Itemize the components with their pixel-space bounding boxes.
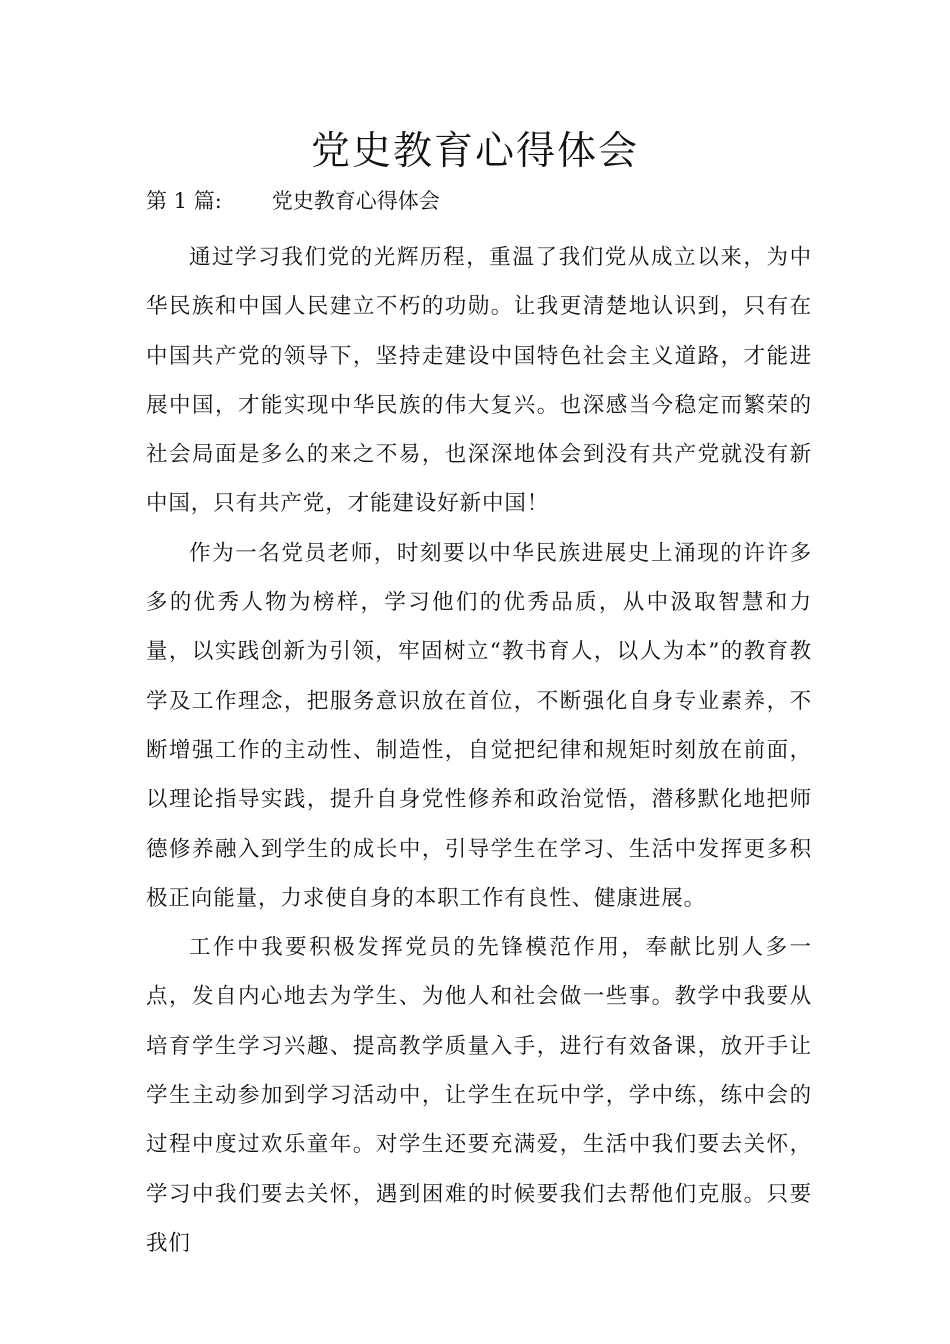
chapter-title: 党史教育心得体会 <box>271 189 440 213</box>
document-body <box>146 233 812 1268</box>
paragraph: 作为一名党员老师，时刻要以中华民族进展史上涌现的许许多多的优秀人物为榜样，学习他们的优秀品质，从中汲取智慧和力量，以实践创新为引领，牢固树立“教书育人，以人为本”的教育教学及工作理念，把服务意识放在首位，不断强化自身专业素养，不断增强工作的主动性、制造性，自觉把纪律和规矩时刻放在前面，以理论指导实践，提升自身党性修养和政治觉悟，潜移默化地把师德修养融入到学生的成长中，引导学生在学习、生活中发挥更多积极正向能量，力求使自身的本职工作有良性、健康进展。 <box>146 540 812 911</box>
paragraph: 通过学习我们党的光辉历程，重温了我们党从成立以来，为中华民族和中国人民建立不朽的功勋。让我更清楚地认识到，只有在中国共产党的领导下，坚持走建设中国特色社会主义道路，才能进展中国，才能实现中华民族的伟大复兴。也深感当今稳定而繁荣的社会局面是多么的来之不易，也深深地体会到没有共产党就没有新中国，只有共产党，才能建设好新中国！ <box>146 245 812 517</box>
chapter-heading <box>146 186 440 216</box>
document-title: 党史教育心得体会 <box>310 129 639 174</box>
paragraph: 工作中我要积极发挥党员的先锋模范作用，奉献比别人多一点，发自内心地去为学生、为他人和社会做一些事。教学中我要从培育学生学习兴趣、提高教学质量入手，进行有效备课，放开手让学生主动参加到学习活动中，让学生在玩中学，学中练，练中会的过程中度过欢乐童年。对学生还要充满爱，生活中我们要去关怀，学习中我们要去关怀，遇到困难的时候要我们去帮他们克服。只要我们 <box>146 935 812 1256</box>
chapter-label: 第 1 篇: <box>146 189 222 213</box>
